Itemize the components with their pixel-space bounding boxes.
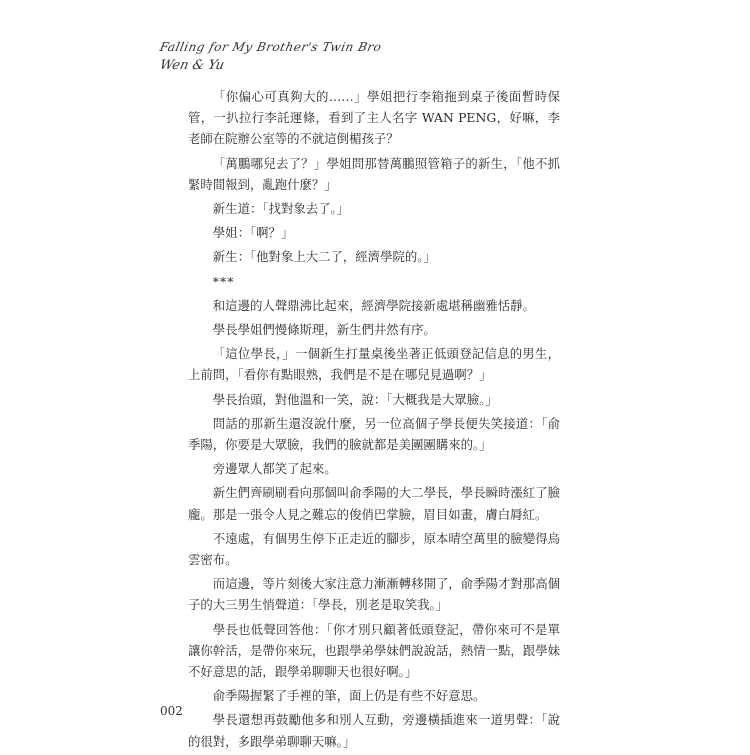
scene-separator: *** <box>212 273 235 289</box>
paragraph: 學長還想再鼓勵他多和別人互動，旁邊橫插進來一道男聲：「說的很對，多跟學弟聊聊天嘛。」 <box>188 712 560 749</box>
paragraph: 旁邊眾人都笑了起來。 <box>212 461 337 477</box>
paragraph: 學長學姐們慢條斯理，新生們井然有序。 <box>212 322 436 338</box>
paragraph: 和這邊的人聲鼎沸比起來，經濟學院接新處堪稱幽雅恬靜。 <box>212 297 535 313</box>
author-signature: Wen & Yu <box>158 58 226 73</box>
paragraph: 「你偏心可真夠大的……」學姐把行李箱拖到桌子後面暫時保管，一扒拉行李託運條，看到了主人名字 WAN PENG，好嘛，李老師在院辦公室等的不就這倒楣孩子？ <box>188 89 560 147</box>
paragraph: 不遠處，有個男生停下正走近的腳步，原本晴空萬里的臉變得烏雲密布。 <box>188 530 560 568</box>
running-header <box>160 40 560 73</box>
paragraph: 問話的那新生還沒說什麼，另一位高個子學長便失笑接道：「俞季陽，你要是大眾臉，我們的臉就都是美團團購來的。」 <box>188 415 560 453</box>
page-number: 002 <box>160 704 183 718</box>
paragraph: 新生：「他對象上大二了，經濟學院的。」 <box>212 249 436 265</box>
book-title: Falling for My Brother's Twin Bro <box>158 40 383 54</box>
paragraph: 「這位學長，」一個新生打量桌後坐著正低頭登記信息的男生，上前問，「看你有點眼熟，我們是不是在哪兒見過啊？」 <box>188 346 560 383</box>
paragraph: 「萬鵬哪兒去了？」學姐問那替萬鵬照管箱子的新生，「他不抓緊時間報到，亂跑什麼？」 <box>188 155 560 192</box>
paragraph: 新生們齊刷刷看向那個叫俞季陽的大二學長，學長瞬時漲紅了臉龐。那是一張令人見之難忘的俊俏巴掌臉，眉目如畫，膚白脣紅。 <box>188 485 560 522</box>
paragraph: 學姐：「啊？」 <box>212 225 294 241</box>
paragraph: 而這邊，等片刻後大家注意力漸漸轉移開了，俞季陽才對那高個子的大三男生悄聲道：「學長，別老是取笑我。」 <box>188 576 560 613</box>
paragraph: 學長抬頭，對他溫和一笑，說：「大概我是大眾臉。」 <box>212 391 498 407</box>
body-text <box>188 86 560 755</box>
paragraph: 俞季陽握緊了手裡的筆，面上仍是有些不好意思。 <box>212 688 486 704</box>
paragraph: 新生道：「找對象去了。」 <box>212 201 350 217</box>
paragraph: 學長也低聲回答他：「你才別只顧著低頭登記，帶你來可不是單讓你幹活，是帶你來玩，也跟學弟學妹們說說話，熱情一點，跟學妹不好意思的話，跟學弟聊聊天也很好啊。」 <box>188 621 560 680</box>
